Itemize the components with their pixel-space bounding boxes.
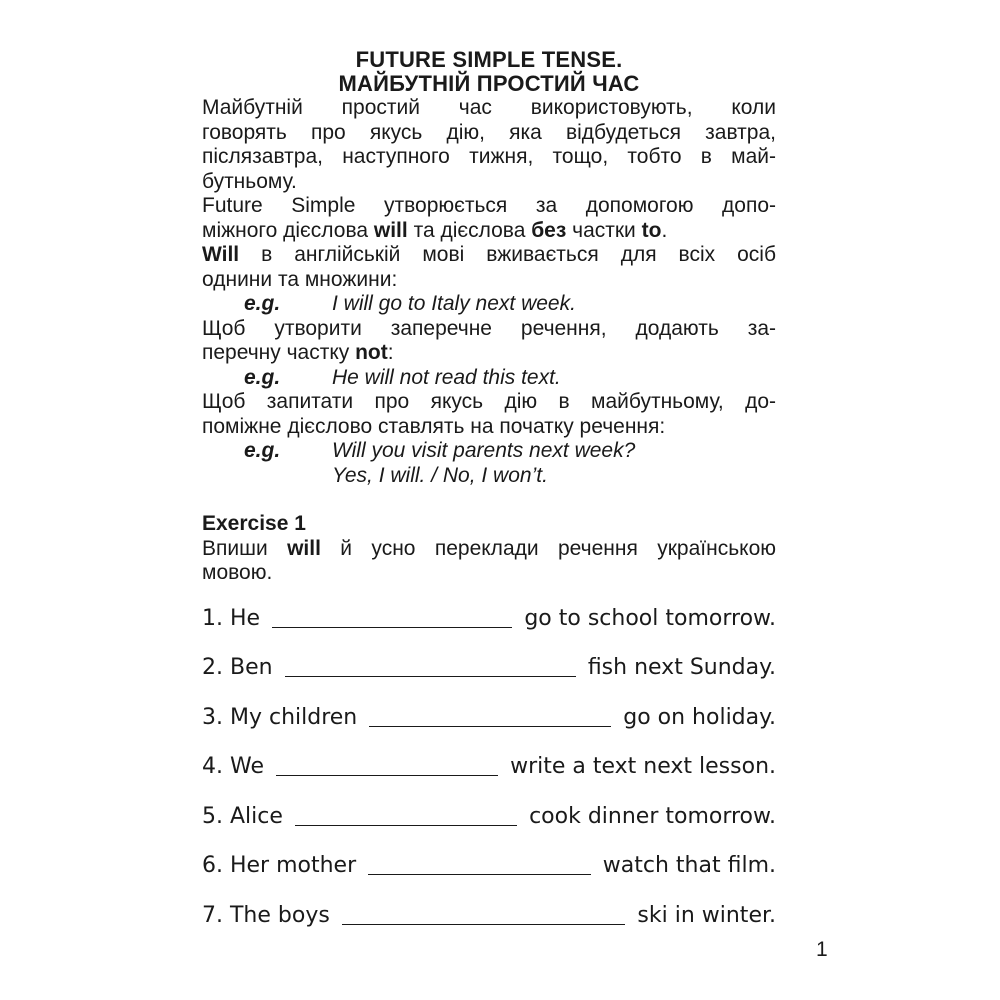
item-subject: 6. Her mother bbox=[202, 853, 357, 879]
text-line: говорять про якусь дію, яка відбудеться завтра, bbox=[202, 120, 776, 144]
item-subject: 2. Ben bbox=[202, 655, 273, 681]
text-line: мовою. bbox=[202, 561, 273, 584]
eg-label: e.g. bbox=[244, 365, 281, 389]
text-fragment: в англійській мові вживається для всіх осіб bbox=[239, 243, 776, 266]
exercise-item bbox=[202, 903, 776, 953]
exercise-item bbox=[202, 655, 776, 705]
exercise-item bbox=[202, 853, 776, 903]
text-line: Щоб утворити заперечне речення, додають за- bbox=[202, 316, 776, 340]
text-fragment: . bbox=[661, 218, 668, 242]
text-line: поміжне дієслово ставлять на початку речення: bbox=[202, 414, 666, 438]
answer-blank[interactable] bbox=[285, 655, 576, 677]
answer-blank[interactable] bbox=[342, 903, 626, 925]
text-line bbox=[202, 243, 776, 268]
text-line: бутньому. bbox=[202, 169, 297, 193]
text-line bbox=[202, 219, 776, 244]
keyword-bez: без bbox=[531, 218, 567, 242]
text-line: Майбутній простий час використовують, коли bbox=[202, 96, 776, 119]
example-question: Will you visit parents next week? bbox=[332, 439, 636, 462]
text-fragment: : bbox=[387, 341, 394, 364]
answer-blank[interactable] bbox=[369, 705, 611, 727]
item-predicate: fish next Sunday. bbox=[587, 655, 776, 681]
item-predicate: cook dinner tomorrow. bbox=[529, 803, 776, 829]
text-line: Щоб запитати про якусь дію в майбутньому, до- bbox=[202, 390, 776, 413]
item-predicate: go to school tomorrow. bbox=[524, 605, 776, 631]
theory-paragraph-3 bbox=[202, 243, 776, 292]
title-line-english: FUTURE SIMPLE TENSE. bbox=[355, 47, 623, 72]
answer-blank[interactable] bbox=[272, 606, 512, 628]
example-sentence: I will go to Italy next week. bbox=[332, 292, 576, 315]
text-fragment: й усно переклади речення українською bbox=[320, 536, 776, 560]
item-subject: 5. Alice bbox=[202, 803, 283, 829]
keyword-will: Will bbox=[202, 243, 240, 266]
example-row bbox=[202, 464, 776, 489]
text-fragment: Впиши bbox=[202, 536, 288, 560]
item-subject: 3. My children bbox=[202, 704, 358, 730]
exercise-item bbox=[202, 754, 776, 804]
page-title bbox=[202, 48, 776, 96]
text-fragment: частки bbox=[566, 218, 642, 242]
keyword-will: will bbox=[373, 218, 408, 242]
exercise-item bbox=[202, 705, 776, 755]
item-predicate: watch that film. bbox=[602, 853, 776, 879]
keyword-not: not bbox=[355, 341, 388, 364]
worksheet-page bbox=[202, 48, 776, 953]
eg-label: e.g. bbox=[244, 292, 281, 315]
exercise-item bbox=[202, 606, 776, 656]
text-line bbox=[202, 537, 776, 562]
exercise-item bbox=[202, 804, 776, 854]
keyword-to: to bbox=[641, 218, 662, 242]
text-line: Future Simple утворюється за допомогою допо- bbox=[202, 194, 776, 217]
page-number: 1 bbox=[816, 938, 828, 961]
theory-paragraph-1 bbox=[202, 96, 776, 194]
keyword-will: will bbox=[287, 536, 321, 560]
item-predicate: write a text next lesson. bbox=[510, 754, 776, 780]
theory-paragraph-2 bbox=[202, 194, 776, 243]
theory-paragraph-4 bbox=[202, 317, 776, 366]
item-subject: 1. He bbox=[202, 605, 261, 631]
exercise-instruction bbox=[202, 537, 776, 586]
text-line: однини та множини: bbox=[202, 267, 398, 291]
example-row bbox=[202, 292, 776, 317]
text-line bbox=[202, 341, 776, 366]
item-subject: 4. We bbox=[202, 754, 264, 780]
exercise-heading: Exercise 1 bbox=[202, 512, 306, 535]
exercise-items bbox=[202, 606, 776, 953]
theory-paragraph-5 bbox=[202, 390, 776, 439]
text-fragment: перечну частку bbox=[202, 341, 356, 364]
eg-label: e.g. bbox=[244, 439, 281, 462]
text-line: післязавтра, наступного тижня, тощо, тобто в май- bbox=[202, 145, 776, 168]
item-subject: 7. The boys bbox=[202, 903, 330, 929]
example-sentence: He will not read this text. bbox=[332, 365, 561, 389]
example-row bbox=[202, 439, 776, 464]
example-row bbox=[202, 366, 776, 391]
item-predicate: ski in winter. bbox=[637, 903, 776, 929]
text-fragment: та дієслова bbox=[407, 218, 532, 242]
answer-blank[interactable] bbox=[368, 853, 591, 875]
answer-blank[interactable] bbox=[295, 804, 517, 826]
text-fragment: міжного дієслова bbox=[202, 218, 374, 242]
example-answer: Yes, I will. / No, I won’t. bbox=[332, 463, 548, 487]
answer-blank[interactable] bbox=[276, 754, 498, 776]
title-line-ukrainian: МАЙБУТНІЙ ПРОСТИЙ ЧАС bbox=[338, 71, 640, 96]
item-predicate: go on holiday. bbox=[623, 704, 776, 730]
